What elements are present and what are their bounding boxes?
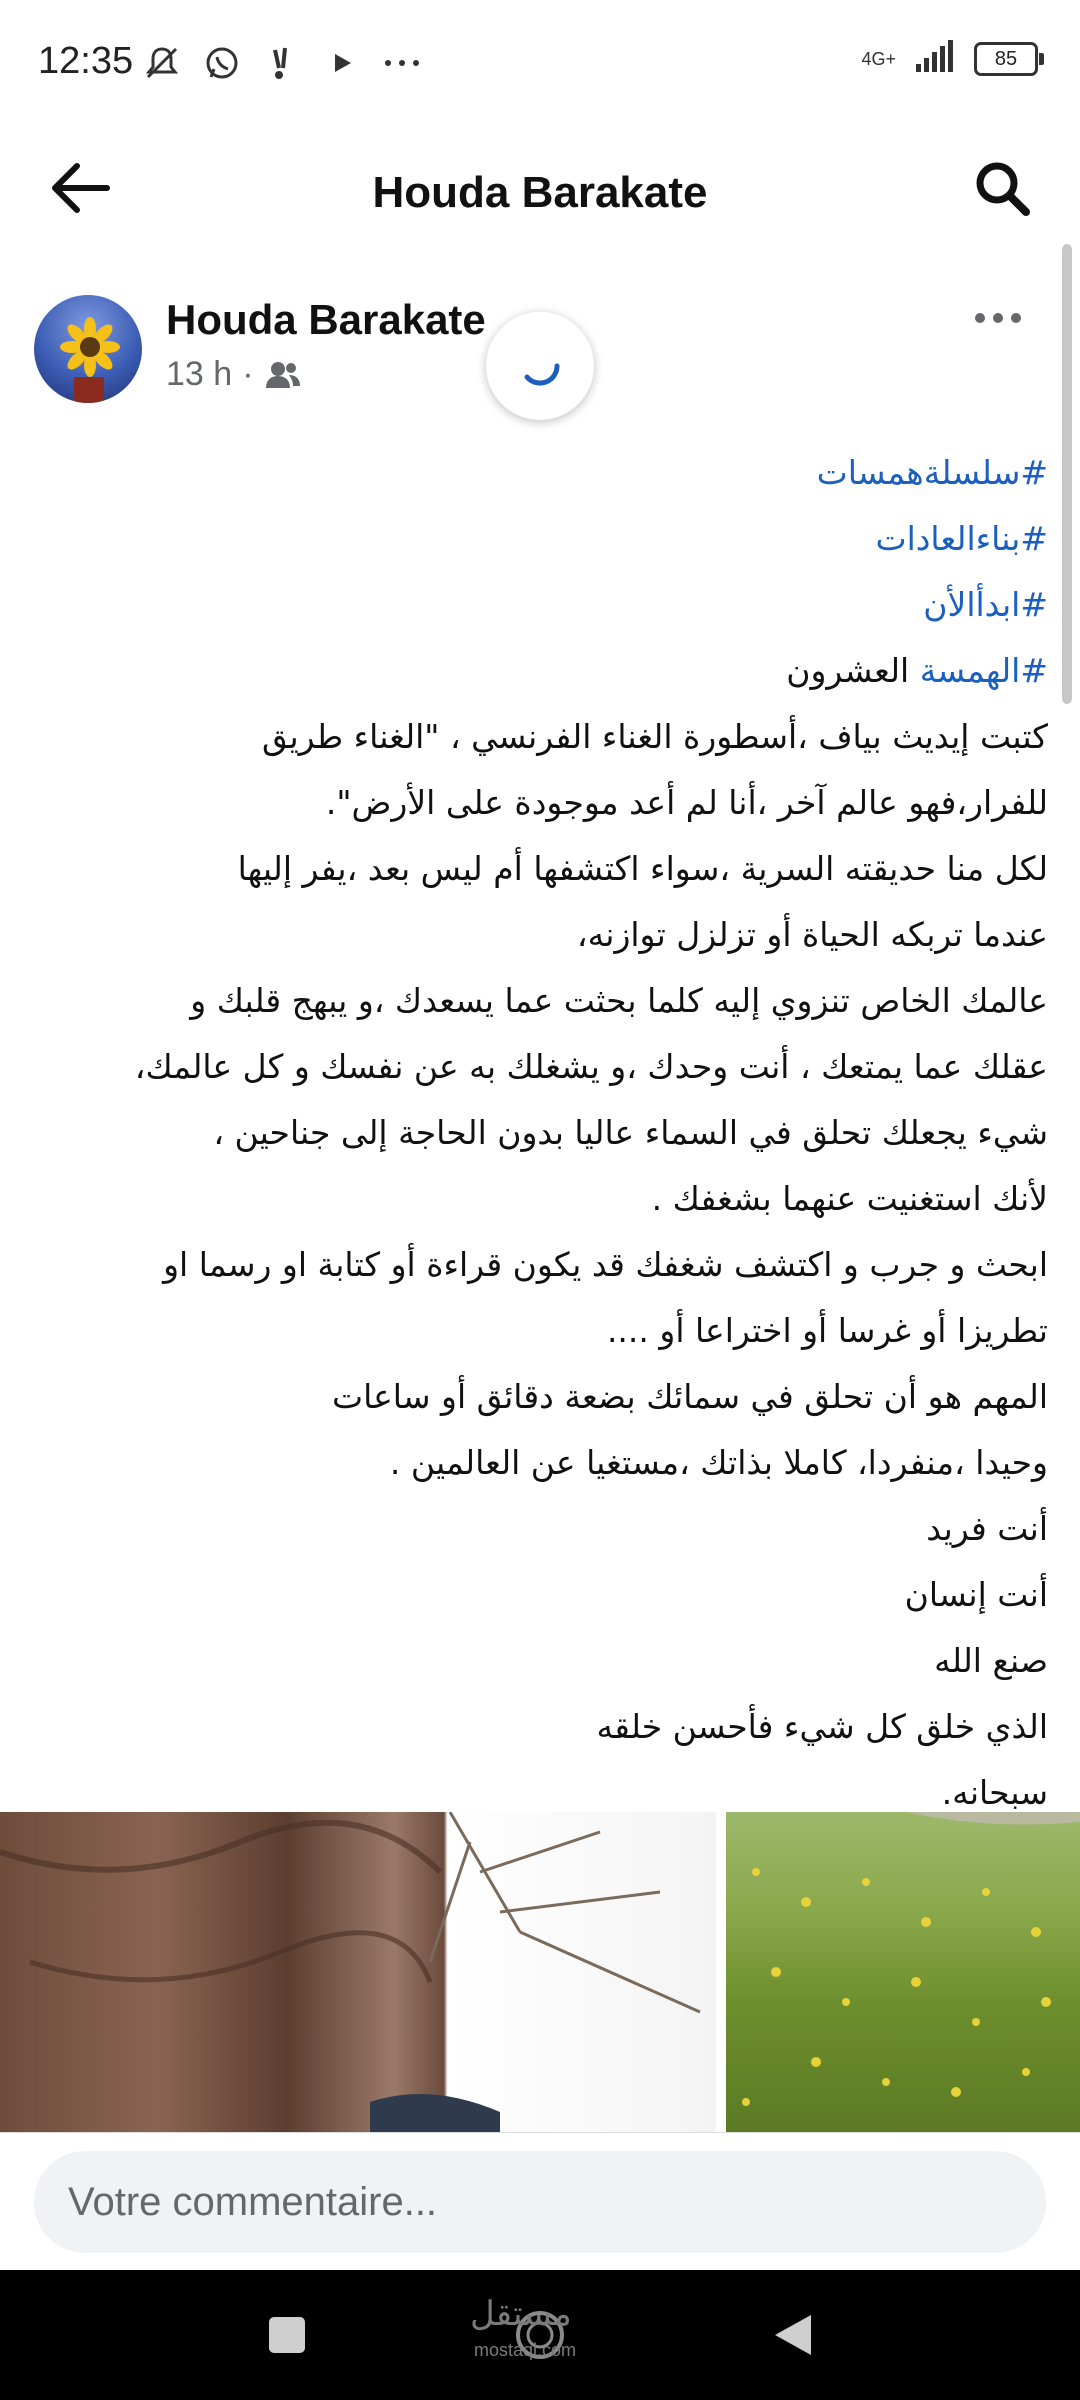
text-line: سبحانه. bbox=[941, 1773, 1048, 1812]
more-horizontal-icon bbox=[973, 311, 1023, 325]
text-line: لأنك استغنيت عنهما بشغفك . bbox=[651, 1179, 1048, 1218]
app-header bbox=[0, 130, 1080, 250]
flowers-drawing bbox=[726, 1812, 1080, 2132]
text-line: عندما تربكه الحياة أو تزلزل توازنه، bbox=[576, 915, 1048, 954]
back-nav-button[interactable] bbox=[758, 2300, 828, 2370]
post-time[interactable]: 13 h bbox=[166, 355, 233, 393]
text-line: كتبت إيديث بياف ،أسطورة الغناء الفرنسي ، "الغناء طريق bbox=[261, 717, 1048, 756]
hashtag-1[interactable]: #سلسلةهمسات bbox=[816, 453, 1048, 492]
status-notification-icons bbox=[142, 40, 422, 86]
network-type: 4G+ bbox=[861, 49, 896, 69]
text-line: ابحث و جرب و اكتشف شغفك قد يكون قراءة أو كتابة او رسما او bbox=[163, 1245, 1048, 1284]
text-line: المهم هو أن تحلق في سمائك بضعة دقائق أو ساعات bbox=[332, 1377, 1048, 1416]
photo-field-flowers[interactable] bbox=[726, 1812, 1080, 2132]
hashtag-3[interactable]: #ابدأالأن bbox=[923, 585, 1048, 624]
notification-icon bbox=[262, 43, 302, 83]
status-bar bbox=[0, 0, 1080, 130]
watermark-text: مستقل bbox=[470, 2295, 572, 2333]
text-line: الذي خلق كل شيء فأحسن خلقه bbox=[596, 1707, 1048, 1746]
text-line: أنت إنسان bbox=[904, 1575, 1048, 1614]
text-line: عالمك الخاص تنزوي إليه كلما بحثت عما يسعدك ،و يبهج قلبك و bbox=[190, 981, 1048, 1020]
text-line: تطريزا أو غرسا أو اختراعا أو .... bbox=[606, 1311, 1048, 1350]
recents-button[interactable] bbox=[252, 2300, 322, 2370]
post-options-button[interactable] bbox=[966, 298, 1030, 338]
friends-icon bbox=[264, 360, 302, 390]
battery-icon: 85 bbox=[974, 42, 1038, 76]
whatsapp-icon bbox=[202, 43, 242, 83]
spinner-icon bbox=[515, 341, 565, 391]
watermark-sub: mostaql.com bbox=[474, 2340, 577, 2360]
mute-icon bbox=[142, 43, 182, 83]
post-photos bbox=[0, 1812, 1080, 2132]
status-right bbox=[861, 40, 1038, 78]
signal-icon bbox=[914, 40, 956, 78]
play-icon bbox=[322, 43, 362, 83]
photo-tree-trunk[interactable] bbox=[0, 1812, 716, 2132]
triangle-back-icon bbox=[771, 2311, 815, 2359]
text-line: أنت فريد bbox=[926, 1509, 1048, 1548]
status-time: 12:35 bbox=[38, 40, 134, 82]
meta-separator: · bbox=[242, 355, 254, 393]
hashtag-4[interactable]: #الهمسة bbox=[919, 651, 1048, 690]
branches-drawing bbox=[0, 1812, 716, 2132]
loading-spinner bbox=[486, 312, 594, 420]
post-author[interactable]: Houda Barakate bbox=[166, 296, 486, 343]
system-nav-bar bbox=[0, 2270, 1080, 2400]
comment-input[interactable] bbox=[34, 2151, 1046, 2253]
text-line: شيء يجعلك تحلق في السماء عاليا بدون الحاجة إلى جناحين ، bbox=[213, 1113, 1048, 1152]
search-button[interactable] bbox=[962, 148, 1042, 228]
more-icon bbox=[382, 43, 422, 83]
page-title: Houda Barakate bbox=[372, 168, 708, 217]
text-line: وحيدا ،منفردا، كاملا بذاتك ،مستغيا عن العالمين . bbox=[389, 1443, 1048, 1482]
text-line: للفرار،فهو عالم آخر ،أنا لم أعد موجودة على الأرض". bbox=[325, 783, 1048, 822]
hashtag-2[interactable]: #بناءالعادات bbox=[875, 519, 1048, 558]
text-line: صنع الله bbox=[934, 1641, 1048, 1680]
post-meta bbox=[166, 355, 302, 394]
post-body bbox=[36, 440, 1048, 1826]
square-icon bbox=[267, 2315, 307, 2355]
comment-bar bbox=[0, 2132, 1080, 2271]
text-line: لكل منا حديقته السرية ،سواء اكتشفها أم ليس بعد ،يفر إليها bbox=[237, 849, 1048, 888]
sunflower-icon bbox=[34, 295, 142, 403]
avatar[interactable] bbox=[34, 295, 142, 403]
hashtag-line-4: #الهمسة العشرون bbox=[786, 651, 1048, 690]
text-line: عقلك عما يمتعك ، أنت وحدك ،و يشغلك به عن نفسك و كل عالمك، bbox=[134, 1047, 1048, 1086]
search-icon bbox=[973, 159, 1031, 217]
